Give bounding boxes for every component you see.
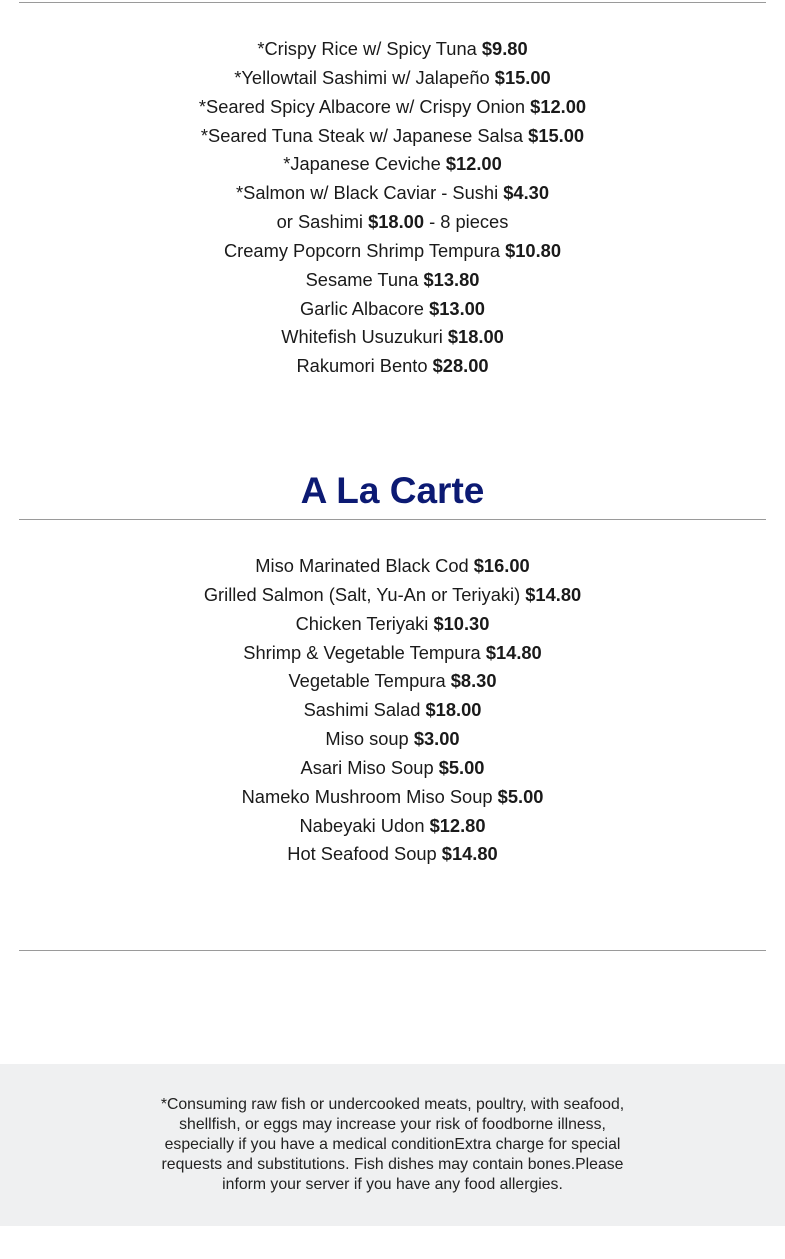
item-name: Nameko Mushroom Miso Soup xyxy=(241,785,493,807)
item-price: $15.00 xyxy=(494,66,551,88)
specials-list xyxy=(0,35,785,381)
menu-item xyxy=(0,208,785,237)
item-price: $14.80 xyxy=(525,583,582,605)
top-divider xyxy=(19,2,766,3)
item-name: Creamy Popcorn Shrimp Tempura xyxy=(223,239,500,261)
item-name: Garlic Albacore xyxy=(300,297,424,319)
menu-item xyxy=(0,783,785,812)
item-price: $18.00 xyxy=(425,699,482,721)
menu-item xyxy=(0,552,785,581)
item-name: Asari Miso Soup xyxy=(300,756,434,778)
item-price: $12.80 xyxy=(429,814,486,836)
item-price: $18.00 xyxy=(368,211,424,233)
item-name: *Seared Tuna Steak w/ Japanese Salsa xyxy=(200,124,524,146)
section-divider xyxy=(19,519,766,520)
item-name: Rakumori Bento xyxy=(296,355,428,377)
menu-item xyxy=(0,150,785,179)
item-name: or Sashimi xyxy=(276,211,363,233)
item-name: *Japanese Ceviche xyxy=(283,153,441,175)
item-name: Hot Seafood Soup xyxy=(287,843,437,865)
menu-item xyxy=(0,237,785,266)
footer-disclaimer-panel xyxy=(0,1064,785,1226)
menu-item xyxy=(0,352,785,381)
item-price: $18.00 xyxy=(447,326,504,348)
item-name: Vegetable Tempura xyxy=(288,670,446,692)
menu-item xyxy=(0,610,785,639)
item-price: $14.80 xyxy=(485,641,542,663)
item-price: $10.80 xyxy=(505,239,562,261)
item-name: *Salmon w/ Black Caviar - Sushi xyxy=(236,182,499,204)
item-name: *Crispy Rice w/ Spicy Tuna xyxy=(257,38,477,59)
menu-item xyxy=(0,295,785,324)
item-price: $28.00 xyxy=(432,355,489,377)
item-name: *Seared Spicy Albacore w/ Crispy Onion xyxy=(198,95,526,117)
item-name: Shrimp & Vegetable Tempura xyxy=(243,641,481,663)
menu-item xyxy=(0,696,785,725)
menu-item xyxy=(0,754,785,783)
item-note: - 8 pieces xyxy=(429,211,509,233)
item-name: Chicken Teriyaki xyxy=(295,612,429,634)
item-name: Miso soup xyxy=(325,728,409,750)
menu-item xyxy=(0,93,785,122)
menu-item xyxy=(0,667,785,696)
footer-disclaimer: *Consuming raw fish or undercooked meats, poultry, with seafood, shellfish, or eggs may increase your risk of foodborne illness, especially if you have a medical conditionExtra charge for special requests and substitutions. Fish dishes may contain bones.Please inform your server if you have any food allergies. xyxy=(160,1096,625,1193)
menu-item xyxy=(0,35,785,64)
item-price: $16.00 xyxy=(473,555,530,576)
menu-item xyxy=(0,581,785,610)
item-price: $3.00 xyxy=(413,728,460,750)
item-price: $10.30 xyxy=(433,612,490,634)
item-price: $15.00 xyxy=(528,124,585,146)
menu-item xyxy=(0,64,785,93)
menu-item xyxy=(0,840,785,869)
menu-item xyxy=(0,639,785,668)
item-name: Sesame Tuna xyxy=(305,268,419,290)
menu-item xyxy=(0,323,785,352)
section-title-a-la-carte: A La Carte xyxy=(300,470,485,511)
item-price: $13.80 xyxy=(423,268,480,290)
item-name: Whitefish Usuzukuri xyxy=(281,326,443,348)
item-price: $12.00 xyxy=(445,153,502,175)
menu-item xyxy=(0,725,785,754)
item-name: Nabeyaki Udon xyxy=(299,814,425,836)
bottom-divider xyxy=(19,950,766,951)
item-price: $4.30 xyxy=(503,182,549,204)
item-price: $14.80 xyxy=(441,843,498,865)
menu-item xyxy=(0,812,785,841)
item-price: $9.80 xyxy=(481,38,528,59)
menu-item xyxy=(0,122,785,151)
item-price: $8.30 xyxy=(450,670,497,692)
item-name: Sashimi Salad xyxy=(303,699,421,721)
item-name: *Yellowtail Sashimi w/ Jalapeño xyxy=(234,66,490,88)
menu-item xyxy=(0,179,785,208)
item-price: $5.00 xyxy=(497,785,544,807)
item-name: Miso Marinated Black Cod xyxy=(255,555,469,576)
a-la-carte-list xyxy=(0,552,785,869)
item-price: $12.00 xyxy=(530,95,587,117)
item-price: $5.00 xyxy=(438,756,485,778)
item-name: Grilled Salmon (Salt, Yu-An or Teriyaki) xyxy=(203,583,521,605)
item-price: $13.00 xyxy=(429,297,485,319)
menu-item xyxy=(0,266,785,295)
